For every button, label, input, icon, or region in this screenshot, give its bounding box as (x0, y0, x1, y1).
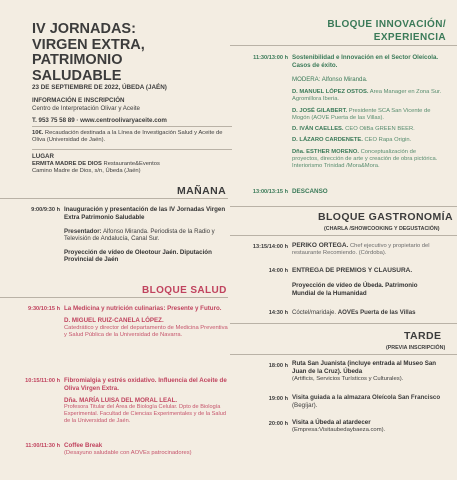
manana-time-1: 9:00/9:30 h (31, 207, 60, 213)
tarde-event-3 (292, 419, 442, 434)
info-center: Centro de Interpretación Olivar y Aceite (32, 104, 140, 112)
ubeda-video: Proyección de vídeo de Úbeda. Patrimonio Mundial de la Humanidad (292, 282, 418, 297)
gastronomia-time-3: 14:30 h (268, 310, 288, 316)
coctel-title: AOVEs Puerta de las Villas (337, 309, 416, 316)
salud-event-3 (64, 442, 229, 457)
donation-amount: 10€. (32, 130, 44, 136)
tarde-event-2 (292, 394, 442, 410)
place-name: ERMITA MADRE DE DIOS (32, 160, 102, 167)
speaker-1-name: D. MANUEL LÓPEZ OSTOS. (292, 89, 369, 96)
speaker-4-desc: CEO Rapa Origin. (362, 137, 412, 144)
tarde-event-3-title: Visita a Úbeda al atardecer (292, 419, 371, 426)
chef-name: PERIKO ORTEGA. (292, 242, 349, 249)
donation-text: Recaudación destinada a la Línea de Investigación Salud y Aceite de Oliva (Universidad de Jaén). (32, 130, 223, 144)
speaker-4-name: D. LÁZARO CARDENETE. (292, 137, 363, 144)
tarde-event-1 (292, 360, 442, 383)
manana-heading: MAÑANA (177, 185, 227, 197)
gastronomia-event-3 (292, 309, 447, 317)
tarde-event-2-title: Visita guiada a la almazara Oleícola San Francisco (292, 394, 441, 401)
place-desc: Restaurante&Eventos (101, 160, 160, 167)
divider (230, 45, 457, 46)
divider (230, 235, 457, 236)
tarde-event-3-desc: (Empresa:Visitaubedaybaeza.com). (292, 426, 386, 433)
descanso: DESCANSO (292, 188, 328, 195)
tarde-time-3: 20:00 h (268, 421, 288, 427)
manana-event-1-title: Inauguración y presentación de las IV Jornadas Virgen Extra Patrimonio Saludable (64, 206, 226, 221)
speaker-2-name: D. JOSÉ GILABERT. (292, 107, 348, 114)
tarde-event-1-desc: (Artificis, Servicios Turísticos y Culturales). (292, 375, 404, 382)
speaker-5-desc: Conceptualización de proyectos, dirección de arte y creación de obra pictórica. Interiorismo Trinidad /Mora&Mora. (292, 148, 438, 169)
salud-event-3-title: Coffee Break (64, 442, 103, 449)
info-heading: INFORMACIÓN E INSCRIPCIÓN (32, 97, 125, 104)
innovacion-heading (318, 19, 446, 44)
presenter-label: Presentador: (64, 227, 102, 235)
presenter-text: Alfonso Miranda. Periodista de la Radio y Televisión de Andalucía, Canal Sur. (64, 227, 215, 243)
salud-event-2 (64, 377, 229, 425)
gastronomia-event-1 (292, 242, 442, 257)
title-line-3: PATRIMONIO (32, 52, 123, 68)
event-date: 23 DE SEPTIEMBRE DE 2022, ÚBEDA (JAÉN) (32, 84, 167, 91)
innovacion-heading-2: EXPERIENCIA (373, 31, 446, 43)
divider (230, 323, 457, 324)
gastronomia-time-1: 13:15/14:00 h (252, 244, 288, 250)
tarde-time-2: 19:00 h (268, 396, 288, 402)
place (32, 153, 232, 175)
manana-video: Proyección de vídeo de Oleotour Jaén. Diputación Provincial de Jaén (64, 248, 212, 264)
innovacion-event-1-title: Sostenibilidad e Innovación en el Sector Oleícola. Casos de éxito. (292, 54, 439, 69)
salud-event-3-desc: (Desayuno saludable con AOVEs patrocinadores) (64, 449, 192, 456)
event-title (32, 22, 222, 84)
moderator: MODERA: Alfonso Miranda. (292, 75, 368, 83)
gastronomia-heading: BLOQUE GASTRONOMÍA (318, 211, 453, 223)
title-line-2: VIRGEN EXTRA, (32, 36, 145, 53)
salud-event-1-speaker: D. MIGUEL RUIZ-CANELA LÓPEZ. (64, 316, 164, 324)
place-heading: LUGAR (32, 153, 54, 160)
tarde-event-2-desc: (Begíjar). (292, 401, 318, 409)
salud-time-3: 11:00/11:30 h (25, 443, 60, 449)
speaker-5-name: Dña. ESTHER MORENO. (292, 148, 359, 155)
title-line-1: IV JORNADAS: (32, 21, 136, 37)
salud-time-1: 9:30/10:15 h (27, 306, 60, 312)
salud-heading: BLOQUE SALUD (142, 285, 227, 296)
salud-event-1-desc: Catedrático y director del departamento de Medicina Preventiva y Salud Pública de la Universidad de Navarra. (64, 324, 228, 338)
speaker-2-desc: Presidente SCA San Vicente de Mogón (AOVE Puerta de las Villas). (292, 107, 431, 121)
speaker-3-desc: CEO OliBa GREEN BEER. (343, 126, 415, 133)
gastronomia-subheading: (CHARLA /SHOWCOOKING Y DEGUSTACIÓN) (324, 226, 440, 232)
divider (0, 198, 228, 199)
divider (0, 297, 228, 298)
clausura-title: ENTREGA DE PREMIOS Y CLAUSURA. (292, 267, 413, 274)
coctel-label: Cóctel/maridaje. (292, 309, 338, 316)
title-line-4: SALUDABLE (32, 67, 122, 84)
tarde-event-1-title: Ruta San Juanista (incluye entrada al Museo San Juan de la Cruz). Úbeda (292, 360, 437, 375)
gastronomia-time-2: 14:00 h (268, 268, 288, 274)
info-phone-web[interactable]: T. 953 75 58 89 · www.centroolivaryaceite.com (32, 116, 167, 124)
tarde-subheading: (PREVIA INSCRIPCIÓN) (386, 345, 446, 351)
innovacion-event-1 (292, 54, 442, 170)
salud-event-1 (64, 305, 229, 339)
salud-time-2: 10:15/11:00 h (25, 378, 60, 384)
manana-event-1 (64, 206, 229, 264)
speaker-1-desc: Area Manager en Zona Sur. Agromillora Iberia. (292, 89, 442, 103)
salud-event-2-desc: Profesora Titular del Área de Biología Celular. Dpto de Biología Experimental. Facultad de Ciencias Experimentales y de la Salud de la Universidad de Jaén. (64, 404, 226, 425)
tarde-time-1: 18:00 h (268, 363, 288, 369)
speaker-3-name: D. IVÁN CAELLES. (292, 126, 344, 133)
salud-event-1-title: La Medicina y nutrición culinarias: Presente y Futuro. (64, 305, 222, 312)
divider (32, 126, 232, 127)
innovacion-time-1: 11:30/13:00 h (253, 55, 288, 61)
innovacion-heading-1: BLOQUE INNOVACIÓN/ (327, 19, 446, 30)
divider (230, 354, 457, 355)
salud-event-2-title: Fibromialgia y estrés oxidativo. Influencia del Aceite de Oliva Virgen Extra. (64, 377, 227, 392)
info-section (32, 97, 232, 124)
tarde-heading: TARDE (404, 330, 442, 342)
gastronomia-event-2 (292, 267, 442, 298)
divider (230, 206, 457, 207)
salud-event-2-speaker: Dña. MARÍA LUISA DEL MORAL LEAL. (64, 396, 178, 404)
chef-desc: Chef ejecutivo y propietario del restaurante Recomiendo. (Córdoba). (292, 243, 430, 257)
innovacion-time-2: 13:00/13:15 h (252, 189, 288, 195)
place-address: Camino Madre de Dios, s/n, Úbeda (Jaén) (32, 167, 141, 174)
divider (32, 149, 232, 150)
donation (32, 130, 232, 144)
